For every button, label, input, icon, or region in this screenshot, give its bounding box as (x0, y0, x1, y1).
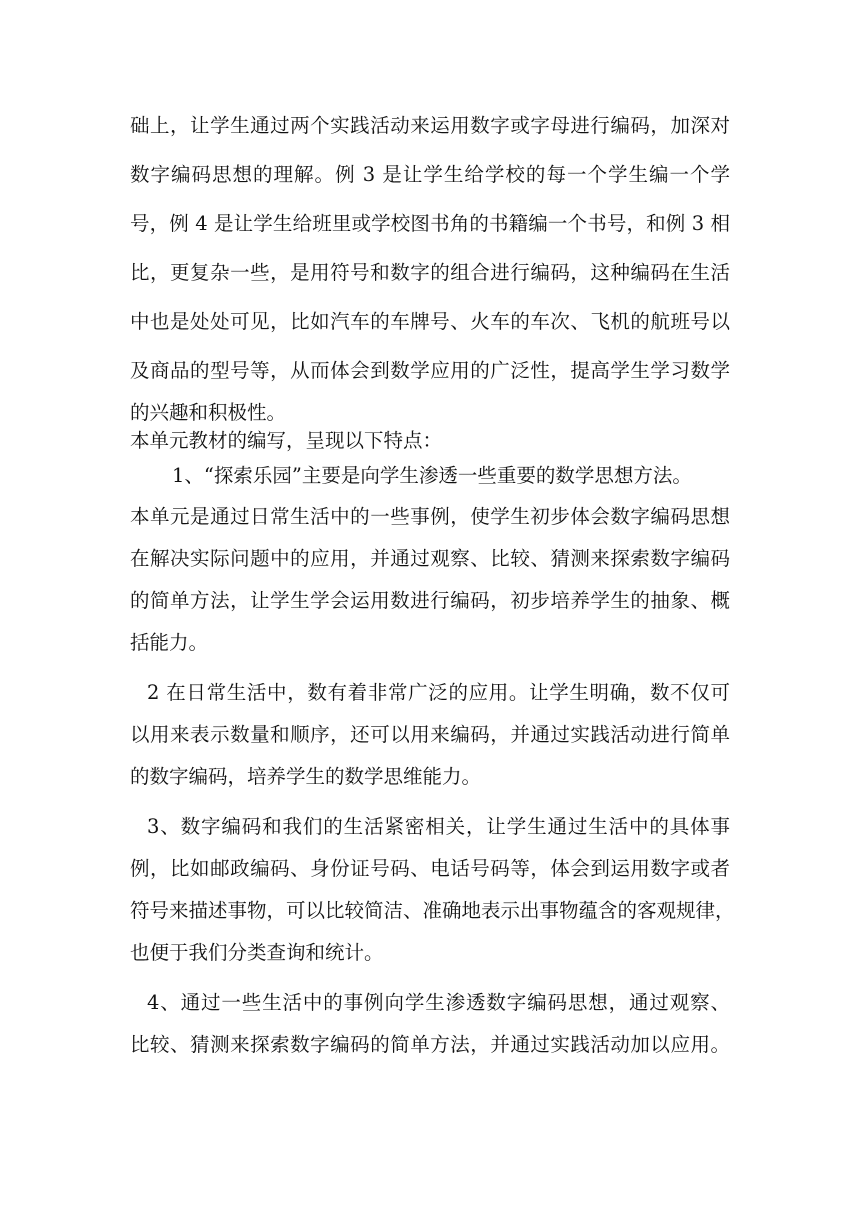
list-item-4-line: 4、通过一些生活中的事例向学生渗透数字编码思想，通过观察、 (147, 991, 730, 1014)
paragraph-line: 符号来描述事物，可以比较简洁、准确地表示出事物蕴含的客观规律， (130, 899, 735, 922)
paragraph-line: 括能力。 (130, 631, 209, 654)
paragraph-line: 的兴趣和积极性。 (130, 401, 287, 424)
paragraph-line: 本单元是通过日常生活中的一些事例，使学生初步体会数字编码思想 (130, 505, 730, 528)
paragraph-line: 以用来表示数量和顺序，还可以用来编码，并通过实践活动进行简单 (130, 723, 730, 746)
list-item-2-line: 2 在日常生活中，数有着非常广泛的应用。让学生明确，数不仅可 (147, 681, 730, 704)
paragraph-line: 也便于我们分类查询和统计。 (130, 941, 384, 964)
paragraph-line: 比较、猜测来探索数字编码的简单方法，并通过实践活动加以应用。 (130, 1033, 730, 1056)
paragraph-line: 础上，让学生通过两个实践活动来运用数字或字母进行编码，加深对 (130, 114, 730, 137)
paragraph-line: 比，更复杂一些，是用符号和数字的组合进行编码，这种编码在生活 (130, 261, 730, 284)
paragraph-line: 在解决实际问题中的应用，并通过观察、比较、猜测来探索数字编码 (130, 547, 730, 570)
section-intro-line: 本单元教材的编写，呈现以下特点： (130, 429, 443, 452)
paragraph-line: 及商品的型号等，从而体会到数学应用的广泛性，提高学生学习数学 (130, 359, 730, 382)
list-item-1-line: 1、“探索乐园”主要是向学生渗透一些重要的数学思想方法。 (172, 464, 692, 487)
paragraph-line: 中也是处处可见，比如汽车的车牌号、火车的车次、飞机的航班号以 (130, 310, 730, 333)
list-item-3-line: 3、数字编码和我们的生活紧密相关，让学生通过生活中的具体事 (147, 815, 730, 838)
paragraph-line: 的简单方法，让学生学会运用数进行编码，初步培养学生的抽象、概 (130, 589, 730, 612)
paragraph-line: 例，比如邮政编码、身份证号码、电话号码等，体会到运用数字或者 (130, 857, 730, 880)
paragraph-line: 的数字编码，培养学生的数学思维能力。 (130, 765, 482, 788)
paragraph-line: 数字编码思想的理解。例 3 是让学生给学校的每一个学生编一个学 (130, 163, 730, 186)
paragraph-line: 号，例 4 是让学生给班里或学校图书角的书籍编一个书号，和例 3 相 (130, 212, 730, 235)
